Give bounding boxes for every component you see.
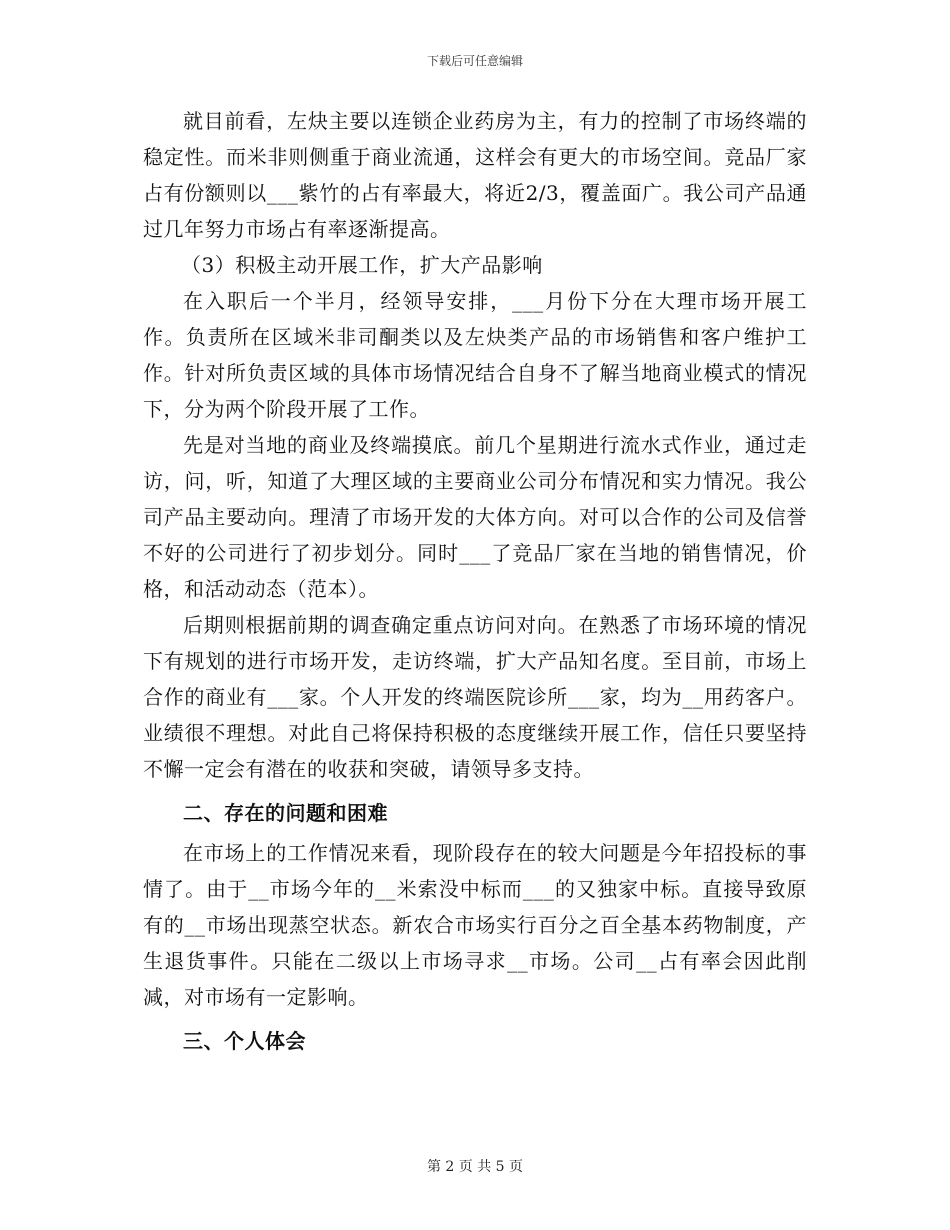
paragraph-market-share: 就目前看，左炔主要以连锁企业药房为主，有力的控制了市场终端的稳定性。而米非则侧重于商业流通，这样会有更大的市场空间。竞品厂家占有份额则以___紫竹的占有率最大，将近2/3，覆盖面广。我公司产品通过几年努力市场占有率逐渐提高。 — [143, 109, 807, 241]
section-heading-problems: 二、存在的问题和困难 — [183, 801, 388, 825]
subheading-active-work: （3）积极主动开展工作，扩大产品影响 — [181, 253, 543, 277]
section-heading-experience: 三、个人体会 — [183, 1029, 306, 1053]
paragraph-first-stage: 先是对当地的商业及终端摸底。前几个星期进行流水式作业，通过走访，问，听，知道了大理区域的主要商业公司分布情况和实力情况。我公司产品主要动向。理清了市场开发的大体方向。对可以合作的公司及信誉不好的公司进行了初步划分。同时___了竞品厂家在当地的销售情况，价格，和活动动态（范本）。 — [143, 433, 807, 601]
paragraph-second-stage: 后期则根据前期的调查确定重点访问对向。在熟悉了市场环境的情况下有规划的进行市场开发，走访终端，扩大产品知名度。至目前，市场上合作的商业有___家。个人开发的终端医院诊所___家，均为__用药客户。业绩很不理想。对此自己将保持积极的态度继续开展工作，信任只要坚持不懈一定会有潜在的收获和突破，请领导多支持。 — [143, 613, 807, 781]
paragraph-problems: 在市场上的工作情况来看，现阶段存在的较大问题是今年招投标的事情了。由于__市场今年的__米索没中标而___的又独家中标。直接导致原有的__市场出现蒸空状态。新农合市场实行百分之百全基本药物制度，产生退货事件。只能在二级以上市场寻求__市场。公司__占有率会因此削减，对市场有一定影响。 — [143, 841, 807, 1009]
document-body — [143, 103, 807, 1063]
page-footer: 第 2 页 共 5 页 — [426, 1159, 524, 1175]
page-header: 下载后可任意编辑 — [426, 54, 523, 68]
paragraph-onboarding: 在入职后一个半月，经领导安排，___月份下分在大理市场开展工作。负责所在区域米非司酮类以及左炔类产品的市场销售和客户维护工作。针对所负责区域的具体市场情况结合自身不了解当地商业模式的情况下，分为两个阶段开展了工作。 — [143, 289, 807, 421]
